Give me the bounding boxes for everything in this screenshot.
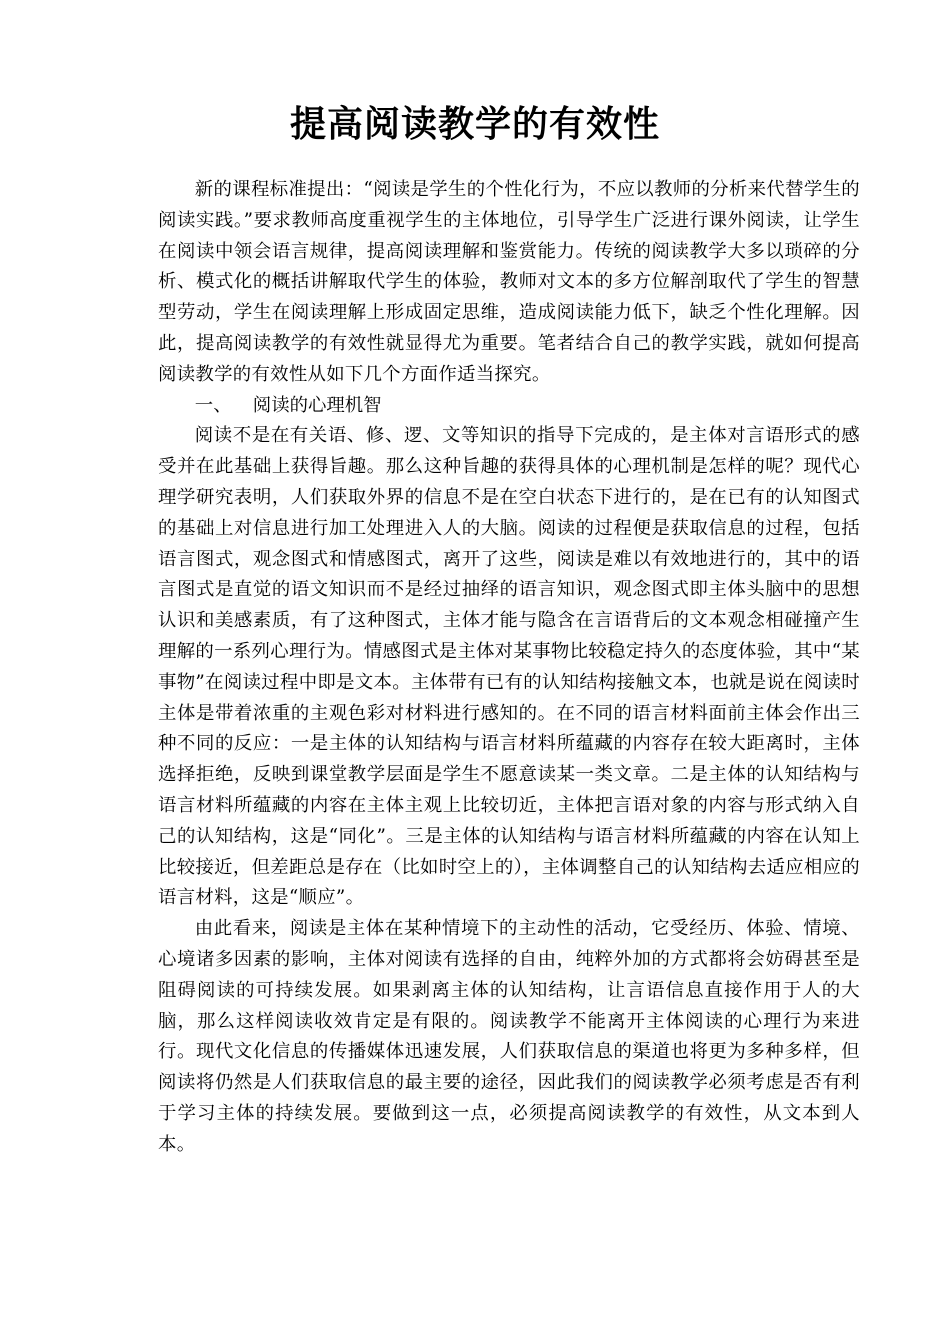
- document-body: [158, 175, 860, 1161]
- section-paragraph: 由此看来，阅读是主体在某种情境下的主动性的活动，它受经历、体验、情境、心境诸多因素的影响，主体对阅读有选择的自由，纯粹外加的方式都将会妨碍甚至是阻碍阅读的可持续发展。如果剥离主体的认知结构，让言语信息直接作用于人的大脑，那么这样阅读收效肯定是有限的。阅读教学不能离开主体阅读的心理行为来进行。现代文化信息的传播媒体迅速发展，人们获取信息的渠道也将更为多种多样，但阅读将仍然是人们获取信息的最主要的途径，因此我们的阅读教学必须考虑是否有利于学习主体的持续发展。要做到这一点，必须提高阅读教学的有效性，从文本到人本。: [158, 918, 860, 1155]
- page-title: 提高阅读教学的有效性: [289, 104, 660, 145]
- section-number: 一、: [194, 394, 232, 416]
- section-heading: [158, 391, 860, 422]
- section-heading-text: 阅读的心理机智: [252, 394, 382, 416]
- section-paragraph: 阅读不是在有关语、修、逻、文等知识的指导下完成的，是主体对言语形式的感受并在此基础上获得旨趣。那么这种旨趣的获得具体的心理机制是怎样的呢？现代心理学研究表明，人们获取外界的信息不是在空白状态下进行的，是在已有的认知图式的基础上对信息进行加工处理进入人的大脑。阅读的过程便是获取信息的过程，包括语言图式，观念图式和情感图式，离开了这些，阅读是难以有效地进行的，其中的语言图式是直觉的语文知识而不是经过抽绎的语言知识，观念图式即主体头脑中的思想认识和美感素质，有了这种图式，主体才能与隐含在言语背后的文本观念相碰撞产生理解的一系列心理行为。情感图式是主体对某事物比较稳定持久的态度体验，其中“某事物”在阅读过程中即是文本。主体带有已有的认知结构接触文本，也就是说在阅读时主体是带着浓重的主观色彩对材料进行感知的。在不同的语言材料面前主体会作出三种不同的反应：一是主体的认知结构与语言材料所蕴藏的内容存在较大距离时，主体选择拒绝，反映到课堂教学层面是学生不愿意读某一类文章。二是主体的认知结构与语言材料所蕴藏的内容在主体主观上比较切近，主体把言语对象的内容与形式纳入自己的认知结构，这是“同化”。三是主体的认知结构与语言材料所蕴藏的内容在认知上比较接近，但差距总是存在（比如时空上的），主体调整自己的认知结构去适应相应的语言材料，这是“顺应”。: [158, 425, 860, 909]
- intro-paragraph: 新的课程标准提出：“阅读是学生的个性化行为，不应以教师的分析来代替学生的阅读实践。”要求教师高度重视学生的主体地位，引导学生广泛进行课外阅读，让学生在阅读中领会语言规律，提高阅读理解和鉴赏能力。传统的阅读教学大多以琐碎的分析、模式化的概括讲解取代学生的体验，教师对文本的多方位解剖取代了学生的智慧型劳动，学生在阅读理解上形成固定思维，造成阅读能力低下，缺乏个性化理解。因此，提高阅读教学的有效性就显得尤为重要。笔者结合自己的教学实践，就如何提高阅读教学的有效性从如下几个方面作适当探究。: [158, 179, 860, 385]
